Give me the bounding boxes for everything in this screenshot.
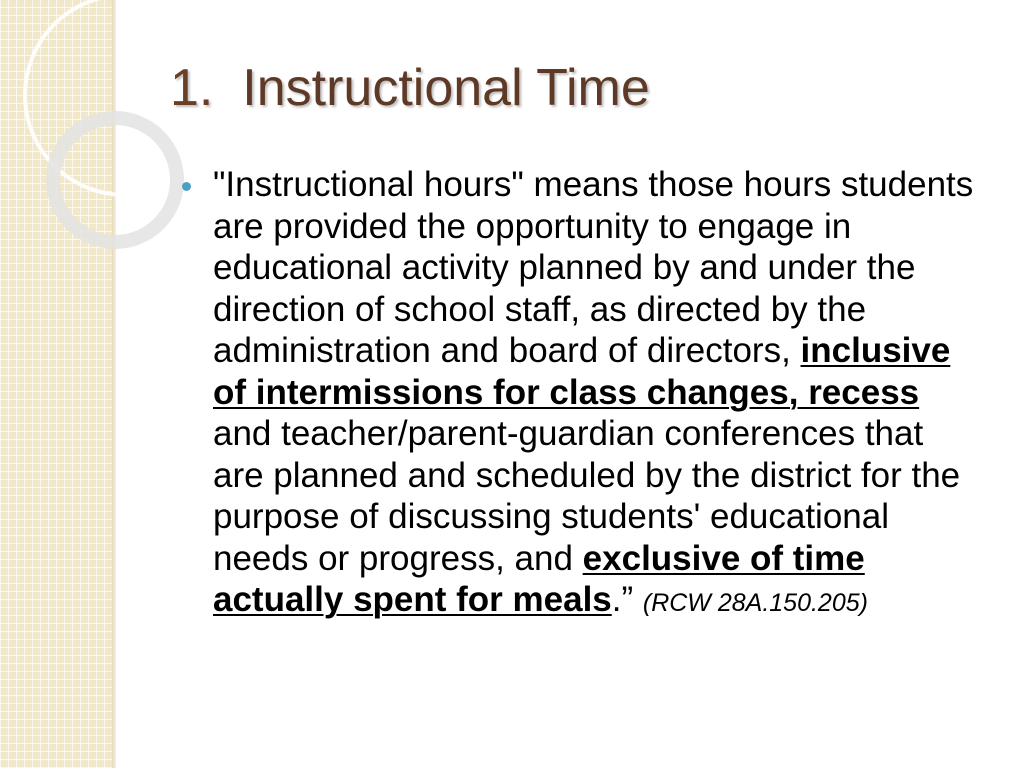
body-text-part-2: and teacher/parent-guardian conferences that are planned and scheduled by the district for the purpose of discussing students' educational needs or progress, and: [213, 414, 961, 578]
citation: (RCW 28A.150.205): [642, 589, 868, 617]
title-text: Instructional Time: [242, 59, 650, 117]
slide-title: [170, 60, 650, 117]
body-text-part-3: .”: [611, 580, 643, 619]
side-panel-edge: [112, 0, 116, 768]
emphasis-inclusive: inclusive of intermissions for class changes, recess: [213, 331, 951, 412]
bullet-text: [213, 164, 983, 621]
bullet-dot-icon: [182, 182, 191, 191]
emphasis-exclusive: exclusive of time actually spent for meals: [213, 538, 865, 619]
body-text-part-1: "Instructional hours" means those hours students are provided the opportunity to engage in educational activity planned by and under the direction of school staff, as directed by the administration and board of directors,: [213, 165, 974, 370]
decorative-side-panel: [0, 0, 112, 768]
title-number: 1.: [170, 59, 214, 117]
